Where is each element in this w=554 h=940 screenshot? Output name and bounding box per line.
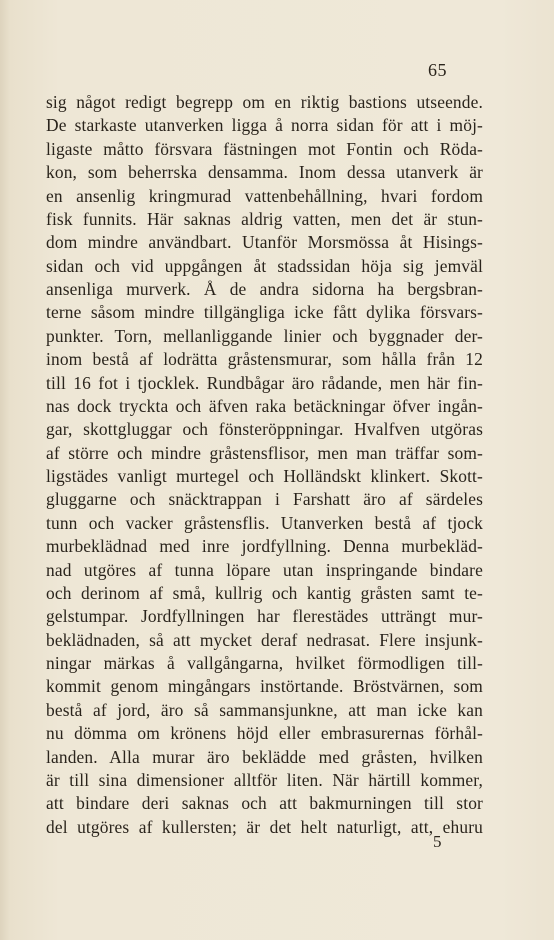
text-line: ligaste måtto försvara fästningen mot Fontin och Röda- [46, 138, 483, 159]
text-line: är till sina dimensioner alltför liten. När härtill kommer, [46, 769, 483, 790]
text-line: sidan och vid uppgången åt stadssidan höja sig jemväl [46, 255, 483, 276]
text-line: att bindare deri saknas och att bakmurningen till stor [46, 793, 483, 814]
text-line: sig något redigt begrepp om en riktig bastions utseende. [46, 92, 483, 112]
text-line: kommit genom mingångars instörtande. Bröstvärnen, som [46, 676, 483, 697]
text-line: till 16 fot i tjocklek. Rundbågar äro rådande, men här fin- [46, 372, 483, 393]
text-line: ansenliga murverk. Å de andra sidorna ha bergsbran- [46, 279, 483, 299]
text-line: inom bestå af lodrätta gråstensmurar, som hålla från 12 [46, 349, 483, 370]
text-line: nad utgöres af tunna löpare utan inspringande bindare [46, 559, 483, 580]
text-line: af större och mindre gråstensflisor, men man träffar som- [46, 442, 483, 463]
text-line: dom mindre användbart. Utanför Morsmössa åt Hisings- [46, 232, 483, 253]
text-line: beklädnaden, så att mycket deraf nedrasat. Flere insjunk- [46, 629, 483, 650]
text-line: ligstädes vanligt murtegel och Holländskt klinkert. Skott- [46, 466, 483, 486]
text-line: De starkaste utanverken ligga å norra sidan för att i möj- [46, 115, 483, 136]
text-line: kon, som beherrska densamma. Inom dessa utanverk är [46, 162, 483, 183]
text-line: nu dömma om krönens höjd eller embrasurernas förhål- [46, 723, 483, 744]
text-line: punkter. Torn, mellanliggande linier och byggnader der- [46, 325, 483, 346]
text-line: fisk funnits. Här saknas aldrig vatten, men det är stun- [46, 208, 483, 229]
text-line: tunn och vacker gråstensflis. Utanverken bestå af tjock [46, 512, 483, 533]
text-line: ningar märkas å vallgångarna, hvilket förmodligen till- [46, 653, 483, 673]
text-line: och derinom af små, kullrig och kantig gråsten samt te- [46, 582, 483, 603]
text-line: en ansenlig kringmurad vattenbehållning, hvari fordom [46, 185, 483, 206]
body-text [46, 91, 483, 839]
text-line: gluggarne och snäcktrappan i Farshatt äro af särdeles [46, 489, 483, 510]
text-line: gelstumpar. Jordfyllningen har flerestädes utträngt mur- [46, 606, 483, 627]
text-line: gar, skottgluggar och fönsteröppningar. Hvalfven utgöras [46, 419, 483, 440]
text-line: bestå af jord, äro så sammansjunkne, att man icke kan [46, 699, 483, 720]
text-line: murbeklädnad med inre jordfyllning. Denna murbekläd- [46, 536, 483, 557]
signature-mark: 5 [433, 832, 442, 851]
text-line: nas dock tryckta och äfven raka betäckningar öfver ingån- [46, 395, 483, 416]
text-line: del utgöres af kullersten; är det helt naturligt, att, ehuru [46, 816, 483, 837]
text-line: terne såsom mindre tillgängliga icke fått dylika försvars- [46, 302, 483, 323]
text-line: landen. Alla murar äro beklädde med gråsten, hvilken [46, 746, 483, 767]
page-number: 65 [428, 60, 447, 80]
